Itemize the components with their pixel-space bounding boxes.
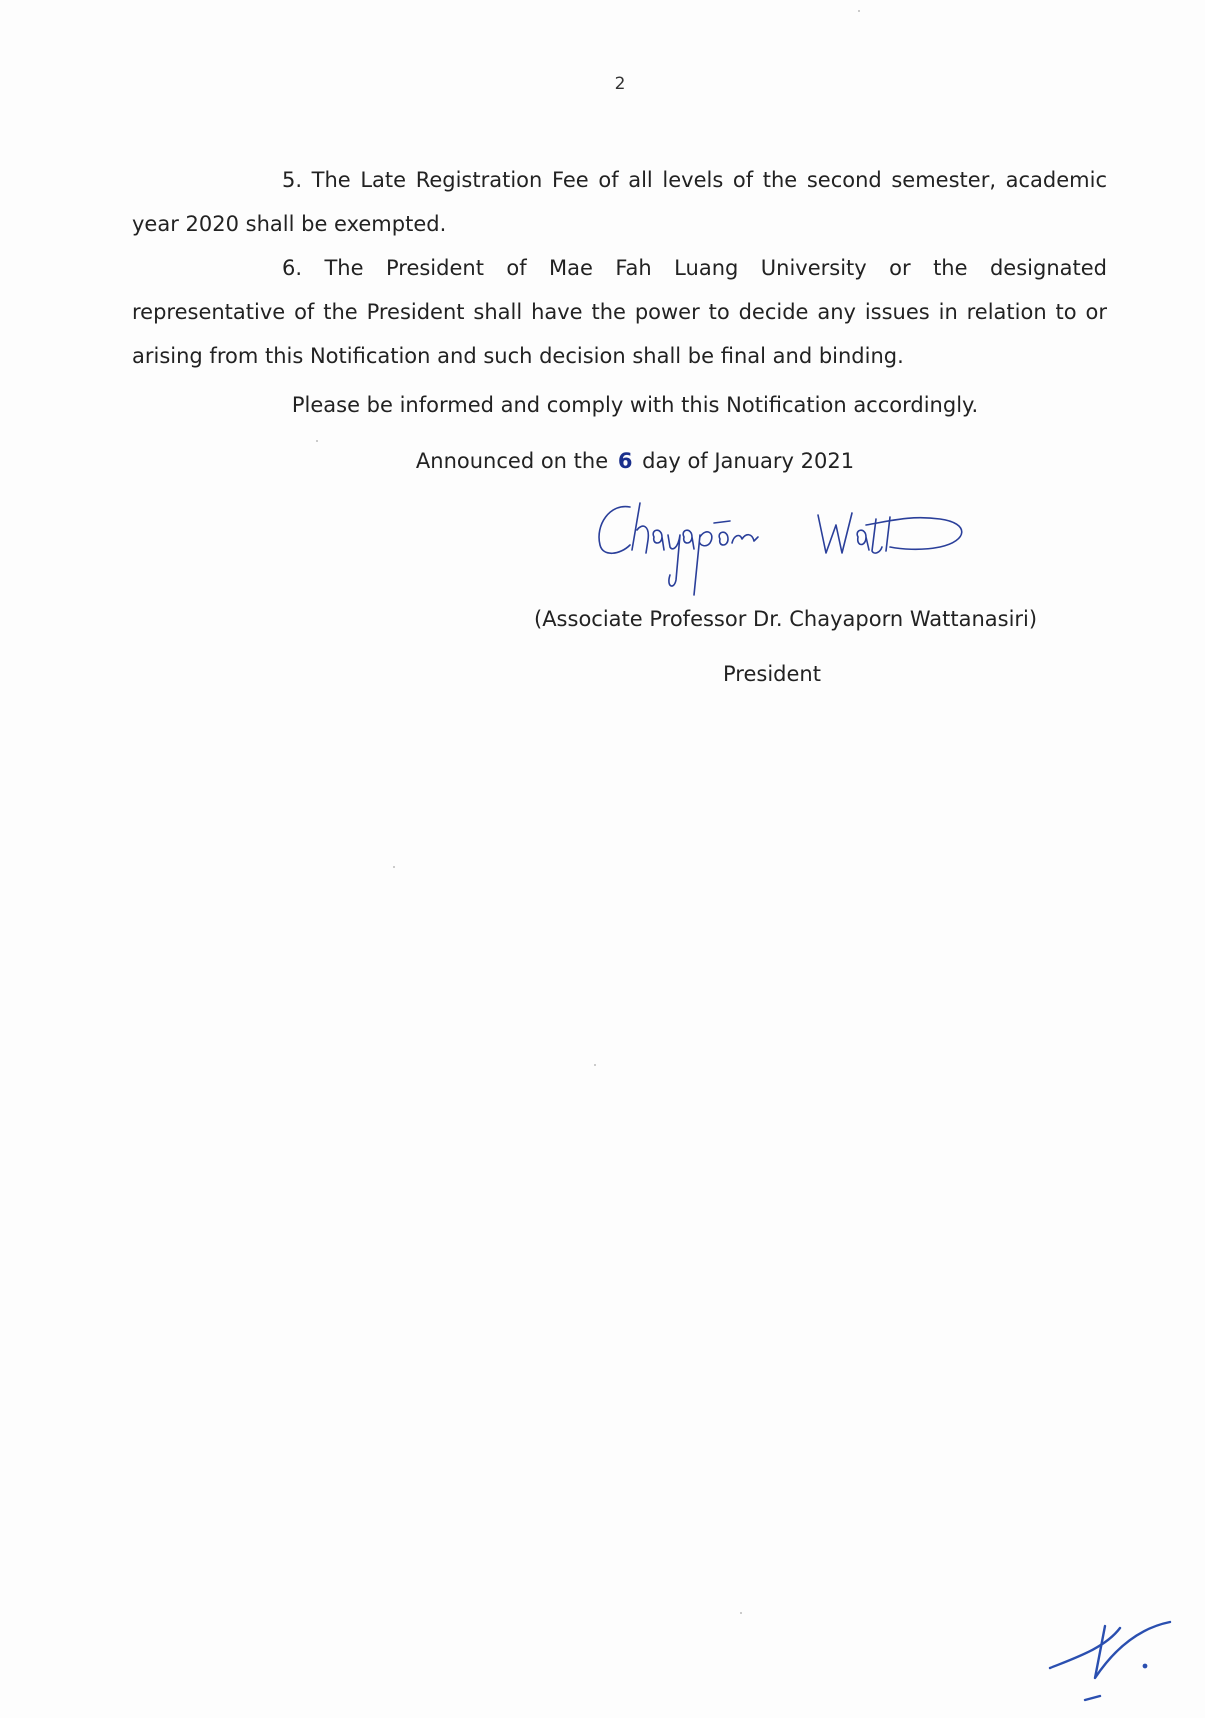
scan-speck: [858, 10, 860, 12]
scan-speck: [594, 1064, 596, 1066]
announced-day: 6: [617, 449, 633, 473]
signer-name: (Associate Professor Dr. Chayaporn Wattanasiri): [534, 607, 1038, 631]
scan-speck: [316, 440, 318, 442]
clause-6: [132, 246, 1107, 378]
clause-6-line-1: 6. The President of Mae Fah Luang University or the designated representative of: [132, 256, 1107, 324]
announced-suffix: day of January 2021: [642, 449, 855, 473]
clause-5: [132, 158, 1107, 246]
page-number: 2: [614, 74, 626, 94]
signer-title: President: [723, 662, 821, 686]
scan-speck: [740, 1612, 742, 1614]
president-signature: [590, 495, 1010, 605]
initial-mark-icon: [1045, 1608, 1175, 1703]
closing-notice: Please be informed and comply with this Notification accordingly.: [291, 393, 979, 417]
announced-prefix: Announced on the: [415, 449, 609, 473]
clause-6-line-rest: the President shall have the power to decide any issues in relation to or arising from this Notification and such decision shall be final and binding.: [132, 300, 1107, 368]
clause-5-line-rest: 2020 shall be exempted.: [185, 212, 447, 236]
clause-5-line-1: 5. The Late Registration Fee of all levels of the second semester, academic year: [132, 168, 1107, 236]
scan-speck: [393, 866, 395, 868]
announcement-date: [0, 449, 1205, 473]
